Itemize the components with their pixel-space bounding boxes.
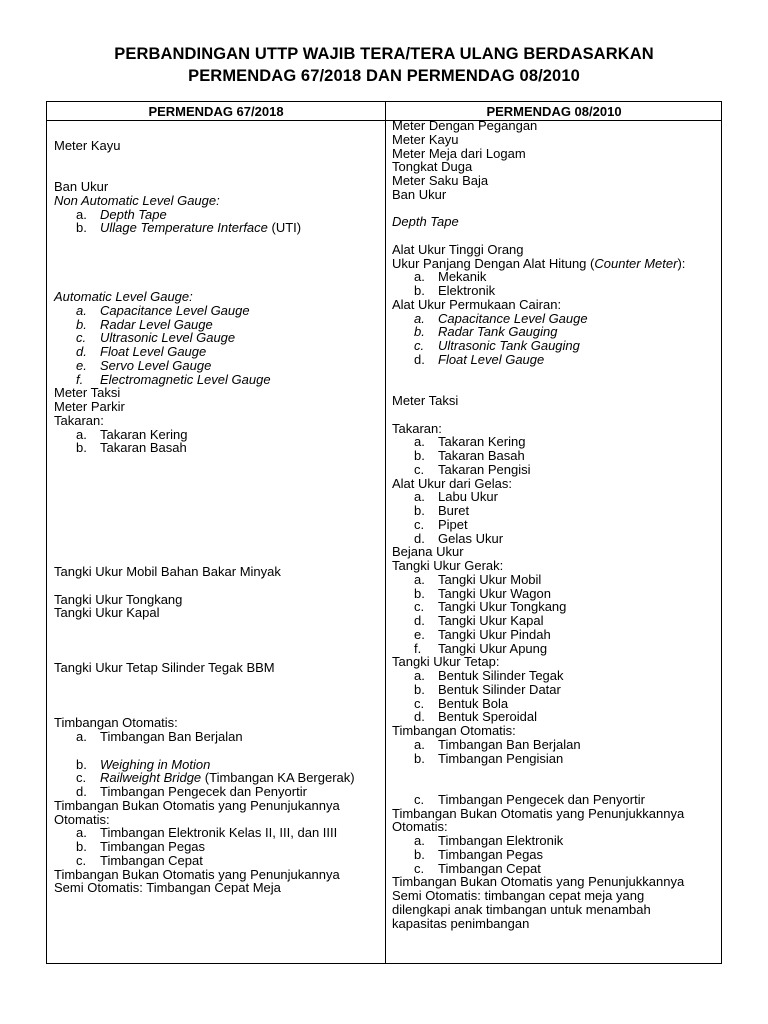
list-item — [392, 504, 720, 518]
item-text: Meter Meja dari Logam — [392, 145, 526, 161]
list-marker: b. — [76, 220, 87, 236]
list-item — [54, 826, 382, 840]
list-marker: a. — [414, 571, 425, 587]
item-text: Ukur Panjang Dengan Alat Hitung ( — [392, 255, 595, 271]
item-text: Takaran Basah — [100, 440, 187, 456]
item-text: Labu Ukur — [438, 489, 498, 505]
blank-line — [54, 620, 382, 634]
list-marker: c. — [414, 461, 425, 477]
list-item — [392, 545, 720, 559]
item-text: Ban Ukur — [54, 179, 109, 194]
blank-line — [54, 579, 382, 593]
list-item — [54, 428, 382, 442]
blank-line — [54, 469, 382, 483]
item-text: Buret — [438, 503, 470, 518]
list-item — [392, 435, 720, 449]
item-text: Bentuk Silinder Tegak — [438, 668, 564, 683]
list-marker: b. — [414, 846, 425, 862]
list-item — [392, 889, 720, 903]
item-text: Alat Ukur Permukaan Cairan: — [392, 296, 562, 312]
list-item — [54, 304, 382, 318]
list-item — [392, 532, 720, 546]
blank-line — [54, 166, 382, 180]
item-text-part: ): — [677, 255, 686, 271]
item-text: Takaran Kering — [100, 426, 188, 442]
blank-line — [54, 675, 382, 689]
item-text: Timbangan Otomatis: — [54, 715, 178, 731]
list-item — [392, 312, 720, 326]
list-item — [54, 716, 382, 730]
list-item — [54, 881, 382, 895]
item-text: Takaran Basah — [438, 448, 525, 463]
item-text: Otomatis: — [54, 811, 110, 827]
blank-line — [54, 648, 382, 662]
list-item — [392, 449, 720, 463]
list-marker: c. — [414, 599, 425, 615]
list-marker: a. — [76, 206, 87, 222]
list-item — [392, 243, 720, 257]
blank-line — [392, 765, 720, 779]
list-item — [392, 820, 720, 834]
item-text: Capacitance Level Gauge — [100, 302, 250, 318]
item-text: Takaran Pengisi — [438, 461, 531, 477]
list-marker: d. — [414, 613, 425, 628]
list-marker: a. — [414, 434, 425, 450]
list-item — [392, 834, 720, 848]
list-marker: e. — [76, 357, 87, 373]
item-text: Meter Parkir — [54, 399, 125, 414]
list-item — [392, 133, 720, 147]
list-marker: a. — [76, 426, 87, 442]
item-text: Takaran Kering — [438, 434, 526, 450]
blank-line — [54, 153, 382, 167]
list-marker: d. — [76, 344, 87, 359]
list-marker: c. — [76, 852, 87, 868]
list-marker: b. — [76, 756, 87, 772]
list-marker: a. — [414, 489, 425, 505]
blank-line — [54, 276, 382, 290]
list-item — [392, 862, 720, 876]
item-text: Meter Dengan Pegangan — [392, 118, 538, 133]
list-item — [392, 298, 720, 312]
list-item — [392, 697, 720, 711]
item-text: Otomatis: — [392, 819, 448, 835]
item-text: Alat Ukur Tinggi Orang — [392, 241, 524, 257]
list-marker: a. — [414, 736, 425, 752]
list-marker: a. — [76, 825, 87, 841]
title-line-2: PERMENDAG 67/2018 DAN PERMENDAG 08/2010 — [188, 66, 580, 85]
list-item — [392, 903, 720, 917]
item-text: Ultrasonic Tank Gauging — [438, 338, 580, 353]
list-item — [54, 139, 382, 153]
blank-line — [54, 235, 382, 249]
list-item — [54, 771, 382, 785]
item-text: Tangki Ukur Tetap: — [392, 654, 500, 670]
item-text: Timbangan Bukan Otomatis yang Penunjukannya — [54, 797, 340, 813]
list-marker: b. — [76, 440, 87, 456]
list-item — [392, 394, 720, 408]
list-item — [54, 758, 382, 772]
list-item — [54, 868, 382, 882]
list-marker: b. — [76, 839, 87, 854]
list-item — [392, 270, 720, 284]
list-item — [392, 587, 720, 601]
item-text: Timbangan Elektronik Kelas II, III, dan IIII — [100, 825, 338, 841]
blank-line — [54, 689, 382, 703]
item-text: Timbangan Bukan Otomatis yang Penunjukkannya — [392, 874, 685, 890]
item-text: Timbangan Otomatis: — [392, 723, 516, 738]
item-text: Tongkat Duga — [392, 159, 473, 175]
item-text: Tangki Ukur Tongkang — [54, 591, 183, 607]
list-item — [392, 477, 720, 491]
blank-line — [54, 496, 382, 510]
list-marker: d. — [414, 709, 425, 725]
list-item — [54, 373, 382, 387]
list-item — [392, 752, 720, 766]
item-text: Timbangan Ban Berjalan — [100, 729, 243, 744]
blank-line — [392, 202, 720, 216]
list-item — [392, 559, 720, 573]
list-marker: b. — [76, 316, 87, 332]
list-marker: b. — [414, 503, 425, 518]
list-marker: a. — [76, 729, 87, 744]
item-text: Pipet — [438, 516, 468, 532]
list-item — [392, 848, 720, 862]
item-text: Gelas Ukur — [438, 530, 504, 546]
list-item — [54, 799, 382, 813]
blank-line — [54, 744, 382, 758]
item-text: Tangki Ukur Pindah — [438, 626, 551, 642]
list-marker: a. — [76, 302, 87, 318]
list-item — [392, 710, 720, 724]
list-item — [54, 318, 382, 332]
blank-line — [54, 524, 382, 538]
item-text-part: Counter Meter — [594, 255, 678, 271]
list-item — [392, 518, 720, 532]
item-text: Weighing in Motion — [100, 756, 211, 772]
item-text: Meter Taksi — [54, 385, 121, 401]
blank-line — [54, 249, 382, 263]
list-marker: d. — [76, 784, 87, 799]
item-text: Bentuk Speroidal — [438, 709, 538, 725]
header-permendag-08-2010: PERMENDAG 08/2010 — [486, 104, 622, 119]
list-marker: b. — [414, 585, 425, 601]
list-item — [392, 257, 720, 271]
item-text: Meter Kayu — [392, 131, 459, 147]
list-item — [54, 194, 382, 208]
list-item — [392, 793, 720, 807]
item-text: Bentuk Bola — [438, 695, 509, 711]
document-title — [0, 44, 768, 87]
blank-line — [392, 367, 720, 381]
list-item — [392, 642, 720, 656]
item-text: Mekanik — [438, 269, 487, 285]
blank-line — [54, 483, 382, 497]
item-text: Meter Taksi — [392, 393, 459, 408]
list-item — [392, 875, 720, 889]
list-item — [54, 840, 382, 854]
header-permendag-67-2018: PERMENDAG 67/2018 — [148, 104, 284, 119]
list-item — [392, 174, 720, 188]
list-marker: e. — [414, 626, 425, 642]
blank-line — [54, 125, 382, 139]
item-text: Float Level Gauge — [100, 344, 207, 359]
item-text: Radar Level Gauge — [100, 316, 213, 332]
list-item — [54, 221, 382, 235]
blank-line — [54, 455, 382, 469]
list-item — [54, 290, 382, 304]
list-item — [392, 422, 720, 436]
list-item — [392, 284, 720, 298]
column-permendag-67-2018 — [54, 125, 382, 895]
item-text: Depth Tape — [392, 214, 459, 230]
list-marker: a. — [414, 269, 425, 285]
list-item — [54, 854, 382, 868]
item-text: Tangki Ukur Kapal — [54, 605, 160, 621]
item-text: Meter Kayu — [54, 137, 121, 153]
list-item — [392, 463, 720, 477]
list-item — [392, 215, 720, 229]
list-marker: b. — [414, 324, 425, 340]
item-text-part: (Timbangan KA Bergerak) — [201, 770, 355, 786]
list-marker: c. — [76, 770, 87, 786]
title-line-1: PERBANDINGAN UTTP WAJIB TERA/TERA ULANG BERDASARKAN — [114, 45, 654, 63]
item-text: Tangki Ukur Wagon — [438, 585, 551, 601]
item-text: Electromagnetic Level Gauge — [100, 371, 271, 387]
item-text: Tangki Ukur Kapal — [438, 613, 544, 628]
list-item — [54, 606, 382, 620]
list-item — [392, 325, 720, 339]
list-marker: b. — [414, 283, 425, 298]
item-text: Ban Ukur — [392, 186, 447, 202]
list-marker: b. — [414, 750, 425, 766]
item-text: Bejana Ukur — [392, 544, 464, 560]
item-text: Tangki Ukur Mobil — [438, 571, 542, 587]
list-item — [54, 813, 382, 827]
list-item — [392, 353, 720, 367]
list-item — [54, 345, 382, 359]
item-text: Non Automatic Level Gauge: — [54, 192, 220, 208]
list-item — [392, 669, 720, 683]
list-item — [392, 600, 720, 614]
list-item — [392, 807, 720, 821]
item-text: Automatic Level Gauge: — [54, 289, 193, 304]
column-divider — [385, 102, 386, 963]
list-item — [392, 724, 720, 738]
item-text: Tangki Ukur Tetap Silinder Tegak BBM — [54, 660, 275, 676]
item-text: Capacitance Level Gauge — [438, 310, 588, 326]
item-text: Depth Tape — [100, 206, 167, 222]
item-text: Radar Tank Gauging — [438, 324, 558, 340]
blank-line — [54, 703, 382, 717]
list-marker: f. — [414, 640, 422, 656]
list-item — [54, 400, 382, 414]
item-text: Timbangan Pengecek dan Penyortir — [438, 791, 645, 807]
item-text: Semi Otomatis: timbangan cepat meja yang — [392, 888, 645, 903]
list-item — [54, 359, 382, 373]
item-text: Timbangan Elektronik — [438, 833, 564, 848]
item-text: Float Level Gauge — [438, 351, 545, 367]
item-text: Servo Level Gauge — [100, 357, 212, 373]
item-text: Timbangan Pegas — [438, 846, 544, 862]
list-item — [54, 414, 382, 428]
list-item — [54, 441, 382, 455]
list-marker: a. — [414, 310, 425, 326]
list-marker: a. — [414, 668, 425, 683]
blank-line — [54, 551, 382, 565]
list-item — [54, 730, 382, 744]
list-item — [392, 655, 720, 669]
item-text: Timbangan Pegas — [100, 839, 206, 854]
list-marker: c. — [414, 791, 425, 807]
list-item — [392, 614, 720, 628]
item-text: Bentuk Silinder Datar — [438, 681, 561, 697]
item-text: Takaran: — [392, 420, 442, 436]
blank-line — [392, 408, 720, 422]
list-item — [54, 386, 382, 400]
list-item — [54, 593, 382, 607]
list-marker: d. — [414, 530, 425, 546]
list-marker: d. — [414, 351, 425, 367]
list-item — [392, 917, 720, 931]
item-text: Timbangan Pengisian — [438, 750, 564, 766]
column-permendag-08-2010 — [392, 119, 720, 930]
list-marker: b. — [414, 448, 425, 463]
list-marker: c. — [414, 516, 425, 532]
blank-line — [54, 510, 382, 524]
list-item — [392, 188, 720, 202]
item-text: Meter Saku Baja — [392, 173, 489, 188]
item-text: Timbangan Cepat — [100, 852, 203, 868]
list-marker: c. — [414, 338, 425, 353]
list-marker: c. — [414, 695, 425, 711]
item-text: Semi Otomatis: Timbangan Cepat Meja — [54, 880, 281, 896]
blank-line — [54, 538, 382, 552]
list-item — [54, 661, 382, 675]
list-item — [392, 738, 720, 752]
item-text: Timbangan Bukan Otomatis yang Penunjukkannya — [392, 805, 685, 821]
item-text: Timbangan Cepat — [438, 860, 541, 876]
item-text: Ullage Temperature Interface — [100, 220, 268, 236]
list-item — [54, 208, 382, 222]
blank-line — [392, 380, 720, 394]
item-text: Tangki Ukur Apung — [438, 640, 548, 656]
item-text: Timbangan Bukan Otomatis yang Penunjukannya — [54, 866, 340, 882]
list-marker: c. — [414, 860, 425, 876]
list-item — [392, 147, 720, 161]
blank-line — [392, 779, 720, 793]
blank-line — [54, 263, 382, 277]
item-text: Railweight Bridge — [100, 770, 202, 786]
list-item — [392, 339, 720, 353]
comparison-table — [46, 101, 722, 964]
item-text-part: (UTI) — [267, 220, 302, 236]
list-item — [392, 119, 720, 133]
list-marker: b. — [414, 681, 425, 697]
list-item — [392, 490, 720, 504]
item-text: kapasitas penimbangan — [392, 915, 530, 931]
item-text: Timbangan Ban Berjalan — [438, 736, 581, 752]
item-text: Timbangan Pengecek dan Penyortir — [100, 784, 307, 799]
blank-line — [54, 634, 382, 648]
item-text: Tangki Ukur Mobil Bahan Bakar Minyak — [54, 564, 281, 579]
list-marker: a. — [414, 833, 425, 848]
item-text: dilengkapi anak timbangan untuk menambah — [392, 901, 651, 917]
blank-line — [392, 229, 720, 243]
list-item — [392, 160, 720, 174]
list-item — [54, 785, 382, 799]
list-marker: f. — [76, 371, 84, 387]
item-text: Alat Ukur dari Gelas: — [392, 475, 512, 491]
list-item — [392, 683, 720, 697]
list-item — [54, 565, 382, 579]
list-item — [392, 628, 720, 642]
list-item — [392, 573, 720, 587]
item-text: Takaran: — [54, 412, 104, 428]
list-marker: c. — [76, 330, 87, 346]
item-text: Tangki Ukur Gerak: — [392, 558, 504, 573]
item-text: Tangki Ukur Tongkang — [438, 599, 567, 615]
list-item — [54, 331, 382, 345]
list-item — [54, 180, 382, 194]
item-text: Ultrasonic Level Gauge — [100, 330, 236, 346]
item-text: Elektronik — [438, 283, 496, 298]
